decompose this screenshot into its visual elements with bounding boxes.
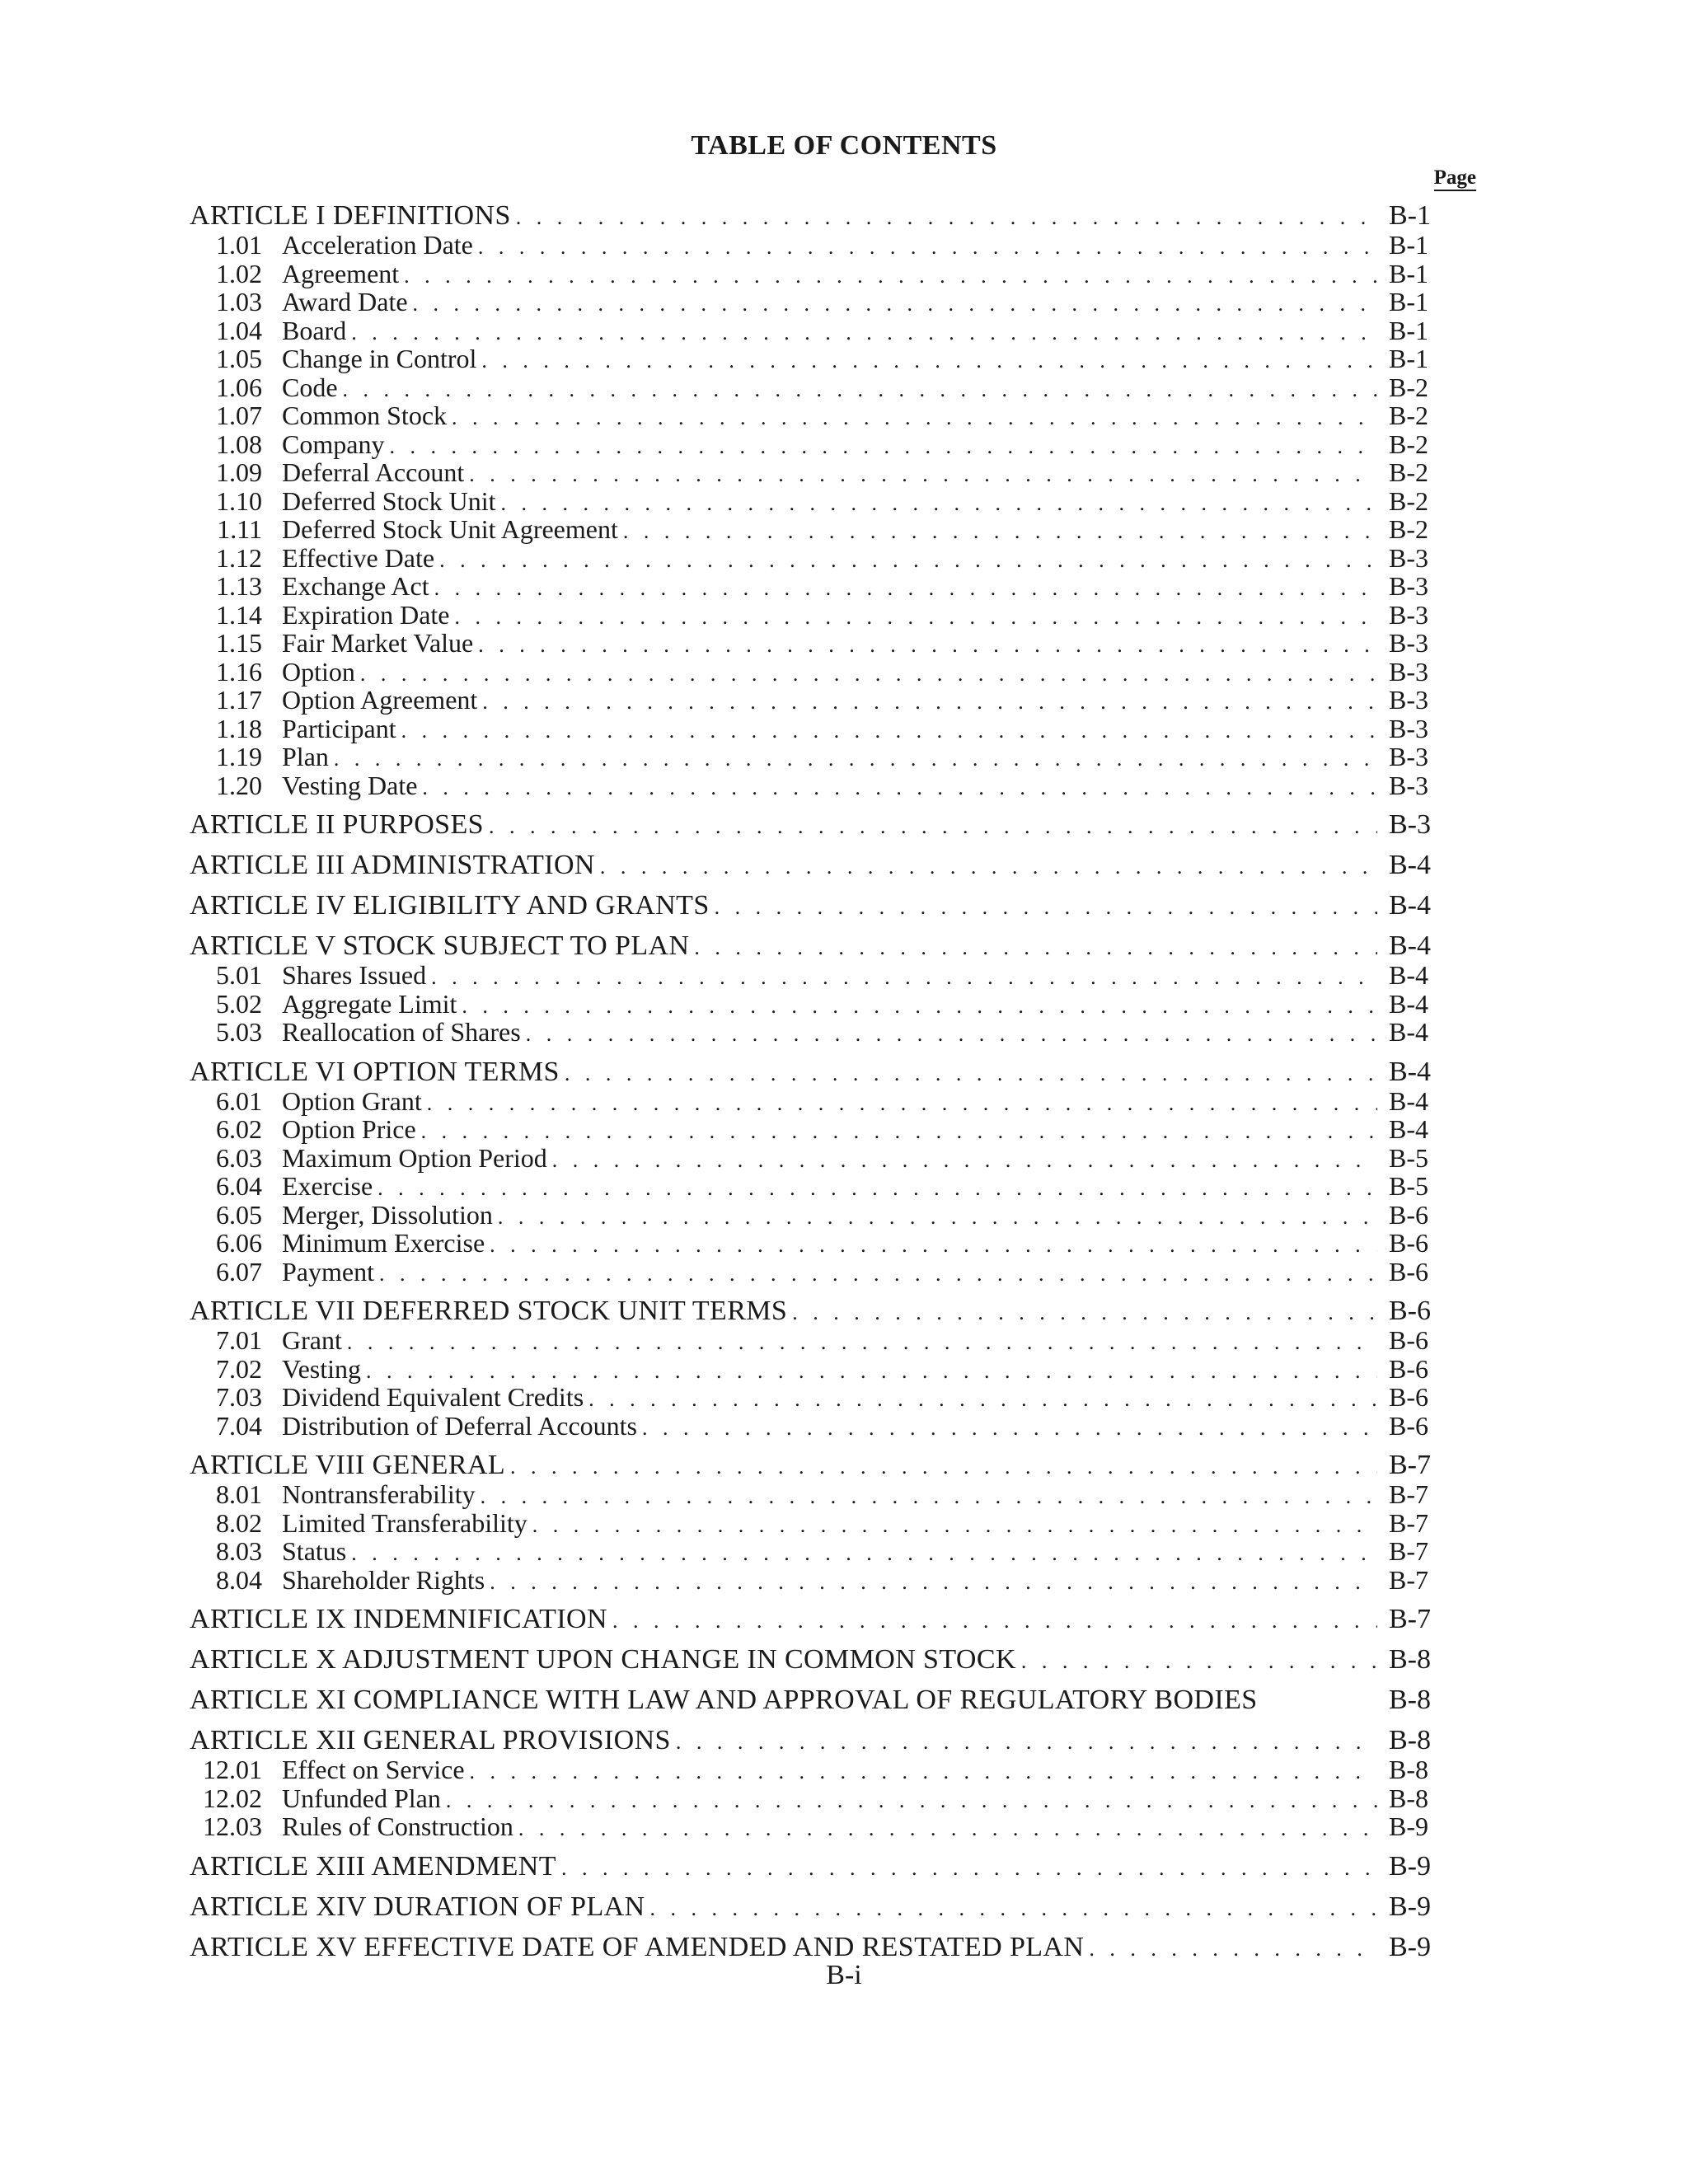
toc-page-number: B-8 <box>1389 1685 1431 1715</box>
toc-section-number: 6.01 <box>216 1085 262 1116</box>
toc-section-entry <box>190 1172 1438 1201</box>
dot-leader <box>446 1787 1377 1816</box>
toc-entry-title: Effect on Service <box>282 1755 465 1784</box>
toc-page-number: B-3 <box>1389 770 1428 800</box>
toc-section-number: 7.02 <box>216 1353 262 1384</box>
toc-entry-title: ARTICLE VI OPTION TERMS <box>190 1056 560 1087</box>
dot-leader <box>427 1090 1377 1118</box>
toc-entry-title: Limited Transferability <box>282 1507 528 1538</box>
toc-entry-title: Exchange Act <box>282 571 429 601</box>
toc-section-number: 1.11 <box>217 514 262 544</box>
toc-section-entry <box>190 316 1438 345</box>
dot-leader <box>1021 1647 1377 1676</box>
toc-page-number: B-3 <box>1389 628 1428 658</box>
dot-leader <box>360 660 1377 689</box>
toc-section-number: 1.05 <box>216 344 262 373</box>
toc-entry-title: Exercise <box>282 1171 373 1201</box>
dot-leader <box>792 1298 1377 1328</box>
toc-page-number: B-8 <box>1389 1725 1431 1755</box>
toc-section-number: 6.02 <box>216 1114 262 1144</box>
toc-page-number: B-1 <box>1389 287 1428 316</box>
dot-leader <box>600 852 1377 882</box>
toc-entry-title: Dividend Equivalent Credits <box>282 1382 584 1412</box>
toc-page-number: B-4 <box>1389 1085 1428 1116</box>
dot-leader <box>334 745 1377 774</box>
toc-section-entry <box>190 1087 1438 1116</box>
dot-leader <box>347 1329 1377 1357</box>
toc-page-number: B-1 <box>1389 258 1428 288</box>
toc-section-number: 6.05 <box>216 1199 262 1230</box>
toc-article-entry <box>190 1685 1438 1715</box>
toc-entry-title: Payment <box>282 1256 374 1286</box>
dot-leader <box>462 992 1377 1021</box>
toc-entry-title: Minimum Exercise <box>282 1228 485 1258</box>
toc-entry-title: Change in Control <box>282 344 477 373</box>
toc-page-number: B-6 <box>1389 1256 1428 1286</box>
toc-section-number: 1.19 <box>216 742 262 771</box>
toc-section-number: 1.01 <box>216 230 262 260</box>
dot-leader <box>478 631 1377 660</box>
toc-section-entry <box>190 1412 1438 1441</box>
page-column-label: Page <box>1434 166 1476 191</box>
toc-section-number: 1.20 <box>216 770 262 800</box>
dot-leader <box>500 490 1377 518</box>
toc-section-number: 12.02 <box>203 1783 262 1813</box>
toc-section-number: 1.15 <box>216 628 262 658</box>
toc-section-number: 8.04 <box>216 1564 262 1595</box>
toc-page-number: B-7 <box>1389 1507 1428 1538</box>
toc-page-number: B-2 <box>1389 372 1428 402</box>
toc-section-number: 5.02 <box>216 988 262 1019</box>
dot-leader <box>389 433 1377 462</box>
toc-section-number: 7.04 <box>216 1410 262 1441</box>
toc-section-entry <box>190 401 1438 430</box>
toc-section-number: 1.14 <box>216 599 262 630</box>
toc-section-entry <box>190 1784 1438 1813</box>
toc-section-number: 1.18 <box>216 713 262 743</box>
dot-leader <box>676 1727 1377 1757</box>
toc-section-entry <box>190 344 1438 373</box>
dot-leader <box>351 1540 1377 1568</box>
dot-leader <box>552 1146 1377 1175</box>
toc-section-entry <box>190 1480 1438 1509</box>
toc-section-number: 1.16 <box>216 656 262 687</box>
toc-article-entry <box>190 810 1438 840</box>
page-title: TABLE OF CONTENTS <box>691 130 997 161</box>
toc-page-number: B-4 <box>1389 1114 1428 1144</box>
toc-page-number: B-5 <box>1389 1142 1428 1173</box>
toc-entry-title: ARTICLE XIV DURATION OF PLAN <box>190 1891 645 1922</box>
toc-page-number: B-3 <box>1389 713 1428 743</box>
toc-page-number: B-9 <box>1389 1891 1431 1922</box>
toc-entry-title: Rules of Construction <box>282 1811 513 1841</box>
toc-section-number: 1.07 <box>216 401 262 430</box>
toc-page-number: B-7 <box>1389 1564 1428 1595</box>
toc-entry-title: ARTICLE VII DEFERRED STOCK UNIT TERMS <box>190 1296 788 1326</box>
toc-entry-title: Option <box>282 656 355 687</box>
toc-entry-title: ARTICLE IX INDEMNIFICATION <box>190 1604 607 1634</box>
toc-section-number: 6.04 <box>216 1171 262 1201</box>
toc-section-number: 1.13 <box>216 571 262 601</box>
toc-entry-title: Status <box>282 1536 347 1566</box>
toc-page-number: B-6 <box>1389 1228 1428 1258</box>
toc-entry-title: Option Grant <box>282 1085 422 1116</box>
toc-article-entry <box>190 1933 1438 1962</box>
toc-section-entry <box>190 1355 1438 1384</box>
toc-section-number: 8.01 <box>216 1479 262 1509</box>
toc-page-number: B-7 <box>1389 1450 1431 1480</box>
toc-section-number: 1.06 <box>216 372 262 402</box>
toc-section-entry <box>190 601 1438 630</box>
toc-entry-title: Award Date <box>282 287 408 316</box>
toc-section-number: 6.03 <box>216 1142 262 1173</box>
toc-section-entry <box>190 1509 1438 1538</box>
toc-section-number: 8.02 <box>216 1507 262 1538</box>
toc-section-number: 6.06 <box>216 1228 262 1258</box>
dot-leader <box>481 347 1377 376</box>
toc-page-number: B-3 <box>1389 685 1428 715</box>
toc-entry-title: Vesting <box>282 1353 361 1384</box>
toc-section-entry <box>190 715 1438 743</box>
toc-section-number: 8.03 <box>216 1536 262 1566</box>
toc-article-entry <box>190 1057 1438 1087</box>
toc-section-number: 1.10 <box>216 485 262 516</box>
toc-entry-title: Plan <box>282 742 329 771</box>
dot-leader <box>343 376 1377 405</box>
toc-entry-title: Distribution of Deferral Accounts <box>282 1410 637 1441</box>
toc-page-number: B-8 <box>1389 1783 1428 1813</box>
toc-page-number: B-2 <box>1389 514 1428 544</box>
toc-page-number: B-3 <box>1389 809 1431 840</box>
toc-section-entry <box>190 1537 1438 1566</box>
toc-entry-title: Company <box>282 429 385 459</box>
toc-section-number: 7.01 <box>216 1325 262 1355</box>
toc-section-number: 5.01 <box>216 960 262 990</box>
toc-section-number: 12.01 <box>203 1755 262 1784</box>
toc-page-number: B-9 <box>1389 1811 1428 1841</box>
toc-article-entry <box>190 1645 1438 1675</box>
toc-section-number: 12.03 <box>203 1811 262 1841</box>
toc-page-number: B-4 <box>1389 1017 1428 1047</box>
toc-page-number: B-7 <box>1389 1604 1431 1634</box>
toc-section-entry <box>190 544 1438 573</box>
toc-section-number: 1.03 <box>216 287 262 316</box>
toc-page-number: B-6 <box>1389 1325 1428 1355</box>
toc-entry-title: Grant <box>282 1325 342 1355</box>
toc-entry-title: Nontransferability <box>282 1479 476 1509</box>
toc-article-entry <box>190 1451 1438 1480</box>
toc-section-entry <box>190 572 1438 601</box>
toc-entry-title: ARTICLE XIII AMENDMENT <box>190 1850 556 1882</box>
toc-entry-title: Common Stock <box>282 401 448 430</box>
dot-leader <box>481 1483 1377 1511</box>
toc-article-entry <box>190 201 1438 231</box>
toc-section-number: 5.03 <box>216 1017 262 1047</box>
toc-page-number: B-3 <box>1389 571 1428 601</box>
toc-section-entry <box>190 1258 1438 1286</box>
toc-entry-title: Aggregate Limit <box>282 988 457 1019</box>
toc-entry-title: ARTICLE VIII GENERAL <box>190 1450 506 1480</box>
dot-leader <box>470 1758 1377 1787</box>
toc-page-number: B-6 <box>1389 1296 1431 1326</box>
dot-leader <box>516 203 1377 232</box>
toc-section-entry <box>190 1201 1438 1230</box>
dot-leader <box>439 546 1377 575</box>
toc-page-number: B-9 <box>1389 1931 1431 1962</box>
toc-section-entry <box>190 1755 1438 1784</box>
dot-leader <box>715 893 1377 922</box>
dot-leader <box>404 262 1377 291</box>
dot-leader <box>588 1385 1377 1414</box>
toc-entry-title: Option Price <box>282 1114 416 1144</box>
toc-entry-title: Deferred Stock Unit <box>282 485 496 516</box>
dot-leader <box>482 688 1377 717</box>
toc-section-entry <box>190 260 1438 288</box>
toc-page-number: B-1 <box>1389 344 1428 373</box>
toc-page-number: B-4 <box>1389 1056 1431 1087</box>
toc-page-number: B-2 <box>1389 401 1428 430</box>
toc-entry-title: Acceleration Date <box>282 230 473 260</box>
dot-leader <box>434 574 1377 603</box>
toc-entry-title: ARTICLE I DEFINITIONS <box>190 200 511 231</box>
toc-section-entry <box>190 743 1438 771</box>
toc-section-entry <box>190 1383 1438 1412</box>
toc-section-entry <box>190 1326 1438 1355</box>
page-footer: B-i <box>826 1960 862 1990</box>
toc-page-number: B-4 <box>1389 930 1431 961</box>
dot-leader <box>452 404 1377 433</box>
toc-page-number: B-2 <box>1389 485 1428 516</box>
toc-entry-title: Merger, Dissolution <box>282 1199 493 1230</box>
toc-entry-title: Agreement <box>282 258 400 288</box>
toc-page-number: B-3 <box>1389 599 1428 630</box>
dot-leader <box>366 1357 1377 1386</box>
toc-entry-title: ARTICLE XII GENERAL PROVISIONS <box>190 1725 671 1755</box>
toc-section-entry <box>190 231 1438 260</box>
toc-page-number: B-9 <box>1389 1850 1431 1882</box>
toc-section-number: 1.17 <box>216 685 262 715</box>
toc-page-number: B-3 <box>1389 656 1428 687</box>
toc-page-number: B-2 <box>1389 457 1428 487</box>
toc-entry-title: Expiration Date <box>282 599 450 630</box>
toc-section-entry <box>190 1229 1438 1258</box>
dot-leader <box>561 1854 1377 1883</box>
toc-section-number: 7.03 <box>216 1382 262 1412</box>
dot-leader <box>421 1118 1377 1146</box>
toc-page-number: B-3 <box>1389 742 1428 771</box>
toc-section-entry <box>190 487 1438 516</box>
toc-section-number: 6.07 <box>216 1256 262 1286</box>
toc-page-number: B-6 <box>1389 1410 1428 1441</box>
dot-leader <box>490 1568 1377 1597</box>
toc-page-number: B-6 <box>1389 1353 1428 1384</box>
toc-page-number: B-3 <box>1389 542 1428 573</box>
toc-page-number: B-8 <box>1389 1644 1431 1675</box>
dot-leader <box>454 603 1377 632</box>
toc-entry-title: Shareholder Rights <box>282 1564 485 1595</box>
toc-section-number: 1.09 <box>216 457 262 487</box>
dot-leader <box>422 774 1377 803</box>
dot-leader <box>469 461 1377 490</box>
toc-entry-title: Deferral Account <box>282 457 465 487</box>
toc-entry-title: ARTICLE IV ELIGIBILITY AND GRANTS <box>190 890 710 921</box>
toc-entry-title: ARTICLE XI COMPLIANCE WITH LAW AND APPROVAL OF REGULATORY BODIES <box>190 1685 1258 1715</box>
dot-leader <box>694 933 1377 963</box>
toc-entry-title: ARTICLE XV EFFECTIVE DATE OF AMENDED AND RESTATED PLAN <box>190 1931 1085 1962</box>
toc-page-number: B-8 <box>1389 1755 1428 1784</box>
dot-leader <box>489 812 1377 841</box>
dot-leader <box>623 518 1377 546</box>
toc-article-entry <box>190 931 1438 961</box>
toc-article-entry <box>190 891 1438 921</box>
toc-section-entry <box>190 1812 1438 1841</box>
dot-leader <box>379 1260 1377 1289</box>
dot-leader <box>650 1894 1377 1924</box>
toc-entry-title: ARTICLE II PURPOSES <box>190 809 484 840</box>
toc-article-entry <box>190 1852 1438 1882</box>
dot-leader <box>478 233 1377 262</box>
toc-entry-title: Shares Issued <box>282 960 427 990</box>
dot-leader <box>518 1815 1377 1844</box>
dot-leader <box>498 1203 1377 1232</box>
toc-entry-title: Fair Market Value <box>282 628 474 658</box>
toc-page-number: B-4 <box>1389 988 1428 1019</box>
toc-page-number: B-4 <box>1389 850 1431 880</box>
toc-page-number: B-6 <box>1389 1382 1428 1412</box>
toc-entry-title: Participant <box>282 713 396 743</box>
dot-leader <box>490 1231 1377 1260</box>
toc-section-number: 1.08 <box>216 429 262 459</box>
toc-article-entry <box>190 1605 1438 1634</box>
toc-entry-title: Deferred Stock Unit Agreement <box>282 514 618 544</box>
toc-entry-title: Maximum Option Period <box>282 1142 547 1173</box>
dot-leader <box>642 1414 1377 1443</box>
toc-section-entry <box>190 771 1438 800</box>
toc-section-entry <box>190 961 1438 990</box>
toc-section-number: 1.02 <box>216 258 262 288</box>
toc-entry-title: Vesting Date <box>282 770 418 800</box>
toc-page-number: B-4 <box>1389 890 1431 921</box>
toc-section-entry <box>190 458 1438 487</box>
dot-leader <box>401 717 1377 746</box>
toc-page-number: B-2 <box>1389 429 1428 459</box>
dot-leader <box>565 1059 1377 1089</box>
toc-section-entry <box>190 430 1438 459</box>
toc-section-entry <box>190 1566 1438 1595</box>
dot-leader <box>526 1020 1377 1049</box>
toc-section-entry <box>190 658 1438 687</box>
toc-entry-title: Option Agreement <box>282 685 478 715</box>
toc-section-entry <box>190 629 1438 658</box>
toc-section-number: 1.12 <box>216 542 262 573</box>
toc-entry-title: ARTICLE III ADMINISTRATION <box>190 850 595 880</box>
toc-article-entry <box>190 1296 1438 1326</box>
toc-page-number: B-5 <box>1389 1171 1428 1201</box>
toc-page-number: B-7 <box>1389 1479 1428 1509</box>
toc-section-number: 1.04 <box>216 315 262 345</box>
table-of-contents <box>190 201 1438 1962</box>
dot-leader <box>612 1606 1377 1636</box>
toc-entry-title: Effective Date <box>282 542 435 573</box>
toc-page-number: B-1 <box>1389 230 1428 260</box>
toc-section-entry <box>190 515 1438 544</box>
dot-leader <box>377 1174 1377 1203</box>
toc-section-entry <box>190 1018 1438 1047</box>
toc-page-number: B-6 <box>1389 1199 1428 1230</box>
dot-leader <box>431 963 1377 992</box>
toc-article-entry <box>190 851 1438 880</box>
toc-entry-title: ARTICLE V STOCK SUBJECT TO PLAN <box>190 930 690 961</box>
dot-leader <box>351 319 1377 348</box>
toc-page-number: B-4 <box>1389 960 1428 990</box>
dot-leader <box>532 1511 1377 1540</box>
toc-page-number: B-7 <box>1389 1536 1428 1566</box>
toc-entry-title: ARTICLE X ADJUSTMENT UPON CHANGE IN COMMON STOCK <box>190 1644 1016 1675</box>
toc-entry-title: Board <box>282 315 347 345</box>
toc-section-entry <box>190 288 1438 316</box>
dot-leader <box>413 290 1377 319</box>
toc-section-entry <box>190 990 1438 1019</box>
toc-section-entry <box>190 1115 1438 1144</box>
toc-entry-title: Unfunded Plan <box>282 1783 441 1813</box>
dot-leader <box>510 1452 1377 1482</box>
toc-article-entry <box>190 1726 1438 1755</box>
toc-page-number: B-1 <box>1389 200 1431 231</box>
toc-entry-title: Code <box>282 372 338 402</box>
toc-entry-title: Reallocation of Shares <box>282 1017 521 1047</box>
toc-section-entry <box>190 1144 1438 1173</box>
toc-page-number: B-1 <box>1389 315 1428 345</box>
toc-section-entry <box>190 373 1438 402</box>
toc-section-entry <box>190 686 1438 715</box>
toc-article-entry <box>190 1892 1438 1922</box>
